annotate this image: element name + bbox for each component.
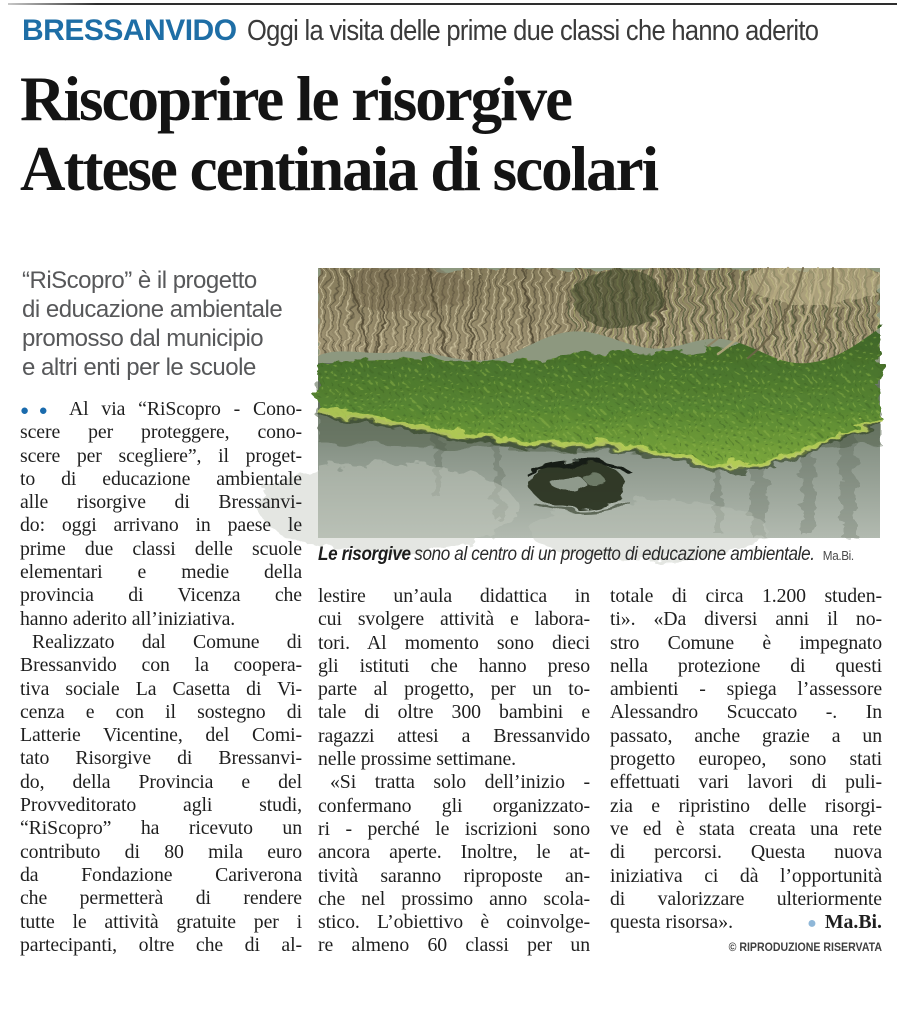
body-line: totale di circa 1.200 studen- bbox=[610, 585, 882, 607]
body-line: to di educazione ambientale bbox=[20, 467, 302, 490]
body-line: Realizzato dal Comune di bbox=[32, 630, 302, 653]
body-line: tiva sociale La Casetta di Vi- bbox=[20, 677, 302, 700]
standfirst-line: “RiScopro” è il progetto bbox=[22, 267, 257, 294]
body-line: tività saranno riproposte an- bbox=[318, 864, 590, 887]
body-line: provincia di Vicenza che bbox=[20, 584, 302, 607]
body-line: gli istituti che hanno preso bbox=[318, 654, 590, 677]
body-line: tato Risorgive di Bressanvi- bbox=[20, 747, 302, 770]
body-line: iniziativa ci dà l’opportunità bbox=[610, 864, 882, 887]
body-line: elementari e medie della bbox=[20, 561, 302, 584]
headline-line-2: Attese centinaia di scolari bbox=[20, 134, 658, 204]
risorgiva-photo-illustration bbox=[318, 268, 880, 538]
body-line: Bressanvido con la coopera- bbox=[20, 654, 302, 677]
body-line: Latterie Vicentine, del Comi- bbox=[20, 724, 302, 747]
body-line: ancora aperte. Inoltre, le at- bbox=[318, 841, 590, 864]
body-line: ragazzi attesi a Bressanvido bbox=[318, 724, 590, 747]
photo-caption bbox=[318, 544, 854, 566]
standfirst-line: e altri enti per le scuole bbox=[22, 354, 256, 381]
body-line: tutte le attività gratuite per i bbox=[20, 910, 302, 933]
body-line: cenza e con il sostegno di bbox=[20, 700, 302, 723]
body-line: ve ed è stata creata una rete bbox=[610, 817, 882, 840]
body-line: partecipanti, oltre che di al- bbox=[20, 933, 302, 956]
top-divider-rule bbox=[8, 3, 897, 5]
body-line: prime due classi delle scuole bbox=[20, 537, 302, 560]
body-line: che nel prossimo anno scola- bbox=[318, 887, 590, 910]
standfirst bbox=[22, 266, 306, 382]
copyright-notice: © RIPRODUZIONE RISERVATA bbox=[728, 942, 882, 954]
body-line: zia e ripristino delle risorgi- bbox=[610, 794, 882, 817]
body-line: di valorizzare ulteriormente bbox=[610, 887, 882, 910]
body-line: contributo di 80 mila euro bbox=[20, 840, 302, 863]
body-line: lestire un’aula didattica in bbox=[318, 585, 590, 607]
signature-line bbox=[610, 911, 882, 934]
body-line: nelle prossime settimane. bbox=[318, 748, 517, 771]
body-line: passato, anche grazie a un bbox=[610, 724, 882, 747]
body-line: parte al progetto, per un to- bbox=[318, 678, 590, 701]
body-line: confermano gli organizzato- bbox=[318, 794, 590, 817]
column-middle bbox=[318, 585, 590, 958]
body-line: scere per proteggere, cono- bbox=[20, 421, 302, 444]
body-line: stico. L’obiettivo è coinvolge- bbox=[318, 911, 590, 934]
body-line: tale di oltre 300 bambini e bbox=[318, 701, 590, 724]
body-line: alle risorgive di Bressanvi- bbox=[20, 491, 302, 514]
body-line: «Si tratta solo dell’inizio - bbox=[330, 771, 590, 794]
body-line: Alessandro Scuccato -. In bbox=[610, 701, 882, 724]
standfirst-line: di educazione ambientale bbox=[22, 296, 283, 323]
body-line: effettuati vari lavori di puli- bbox=[610, 771, 882, 794]
caption-lead: Le risorgive bbox=[318, 544, 411, 565]
body-line: progetto europeo, sono stati bbox=[610, 748, 882, 771]
body-line: ti». «Da diversi anni il no- bbox=[610, 608, 882, 631]
standfirst-line: promosso dal municipio bbox=[22, 325, 264, 352]
column-right bbox=[610, 585, 882, 934]
caption-credit: Ma.Bi. bbox=[822, 548, 854, 563]
body-line: da Fondazione Cariverona bbox=[20, 863, 302, 886]
kicker-subtitle: Oggi la visita delle prime due classi che hanno aderito bbox=[246, 15, 818, 47]
body-line: ●● Al via “RiScopro - Cono- bbox=[20, 398, 302, 420]
caption-text: sono al centro di un progetto di educazione ambientale. bbox=[414, 544, 815, 565]
closing-text: questa risorsa». bbox=[610, 911, 734, 934]
body-line: ri - perché le iscrizioni sono bbox=[318, 817, 590, 840]
body-line: do, della Provincia e del bbox=[20, 770, 302, 793]
paragraph-lead-bullets-icon: ●● bbox=[20, 402, 58, 419]
body-line: ambienti - spiega l’assessore bbox=[610, 678, 882, 701]
body-line: re almeno 60 classi per un bbox=[318, 934, 590, 957]
article-photo bbox=[318, 268, 880, 538]
author-signature: Ma.Bi. bbox=[824, 911, 882, 934]
signature-dot-icon: ● bbox=[807, 915, 817, 933]
body-line: do: oggi arrivano in paese le bbox=[20, 514, 302, 537]
body-line: tori. Al momento sono dieci bbox=[318, 631, 590, 654]
kicker bbox=[22, 14, 896, 48]
body-line: scere per scegliere”, il proget- bbox=[20, 444, 302, 467]
body-line: “RiScopro” ha ricevuto un bbox=[20, 817, 302, 840]
column-left bbox=[20, 398, 302, 957]
body-line: di percorsi. Questa nuova bbox=[610, 841, 882, 864]
body-line: hanno aderito all’iniziativa. bbox=[20, 607, 236, 630]
kicker-location-tag: BRESSANVIDO bbox=[22, 14, 237, 47]
body-line: nella protezione di questi bbox=[610, 654, 882, 677]
column-right-lines bbox=[610, 585, 882, 911]
body-line: che permetterà di rendere bbox=[20, 887, 302, 910]
body-line: cui svolgere attività e labora- bbox=[318, 608, 590, 631]
body-line: stro Comune è impegnato bbox=[610, 631, 882, 654]
body-line: Provveditorato agli studi, bbox=[20, 794, 302, 817]
page-title bbox=[20, 64, 892, 204]
headline-line-1: Riscoprire le risorgive bbox=[20, 64, 572, 134]
